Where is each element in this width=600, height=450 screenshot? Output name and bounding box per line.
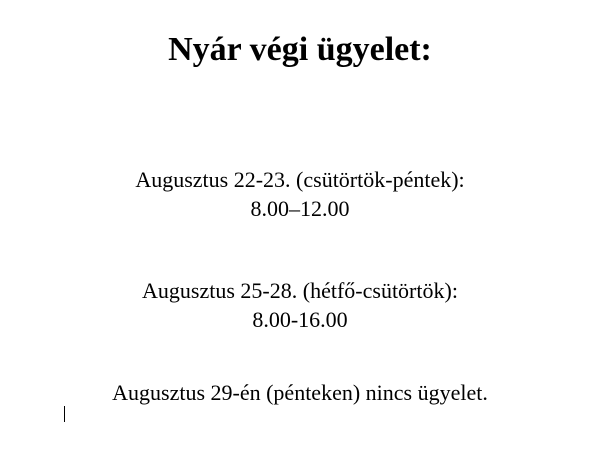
schedule-note-line: Augusztus 29-én (pénteken) nincs ügyelet. bbox=[112, 380, 488, 405]
document-title: Nyár végi ügyelet: bbox=[168, 31, 432, 68]
schedule-date-line: Augusztus 25-28. (hétfő-csütörtök): bbox=[142, 278, 458, 303]
schedule-block-aug-29 bbox=[0, 378, 600, 407]
schedule-block-aug-22-23 bbox=[0, 165, 600, 223]
text-cursor[interactable] bbox=[64, 406, 65, 422]
schedule-hours-line: 8.00-16.00 bbox=[252, 307, 348, 332]
schedule-block-aug-25-28 bbox=[0, 276, 600, 334]
schedule-hours-line: 8.00–12.00 bbox=[250, 196, 350, 221]
schedule-date-line: Augusztus 22-23. (csütörtök-péntek): bbox=[135, 167, 465, 192]
